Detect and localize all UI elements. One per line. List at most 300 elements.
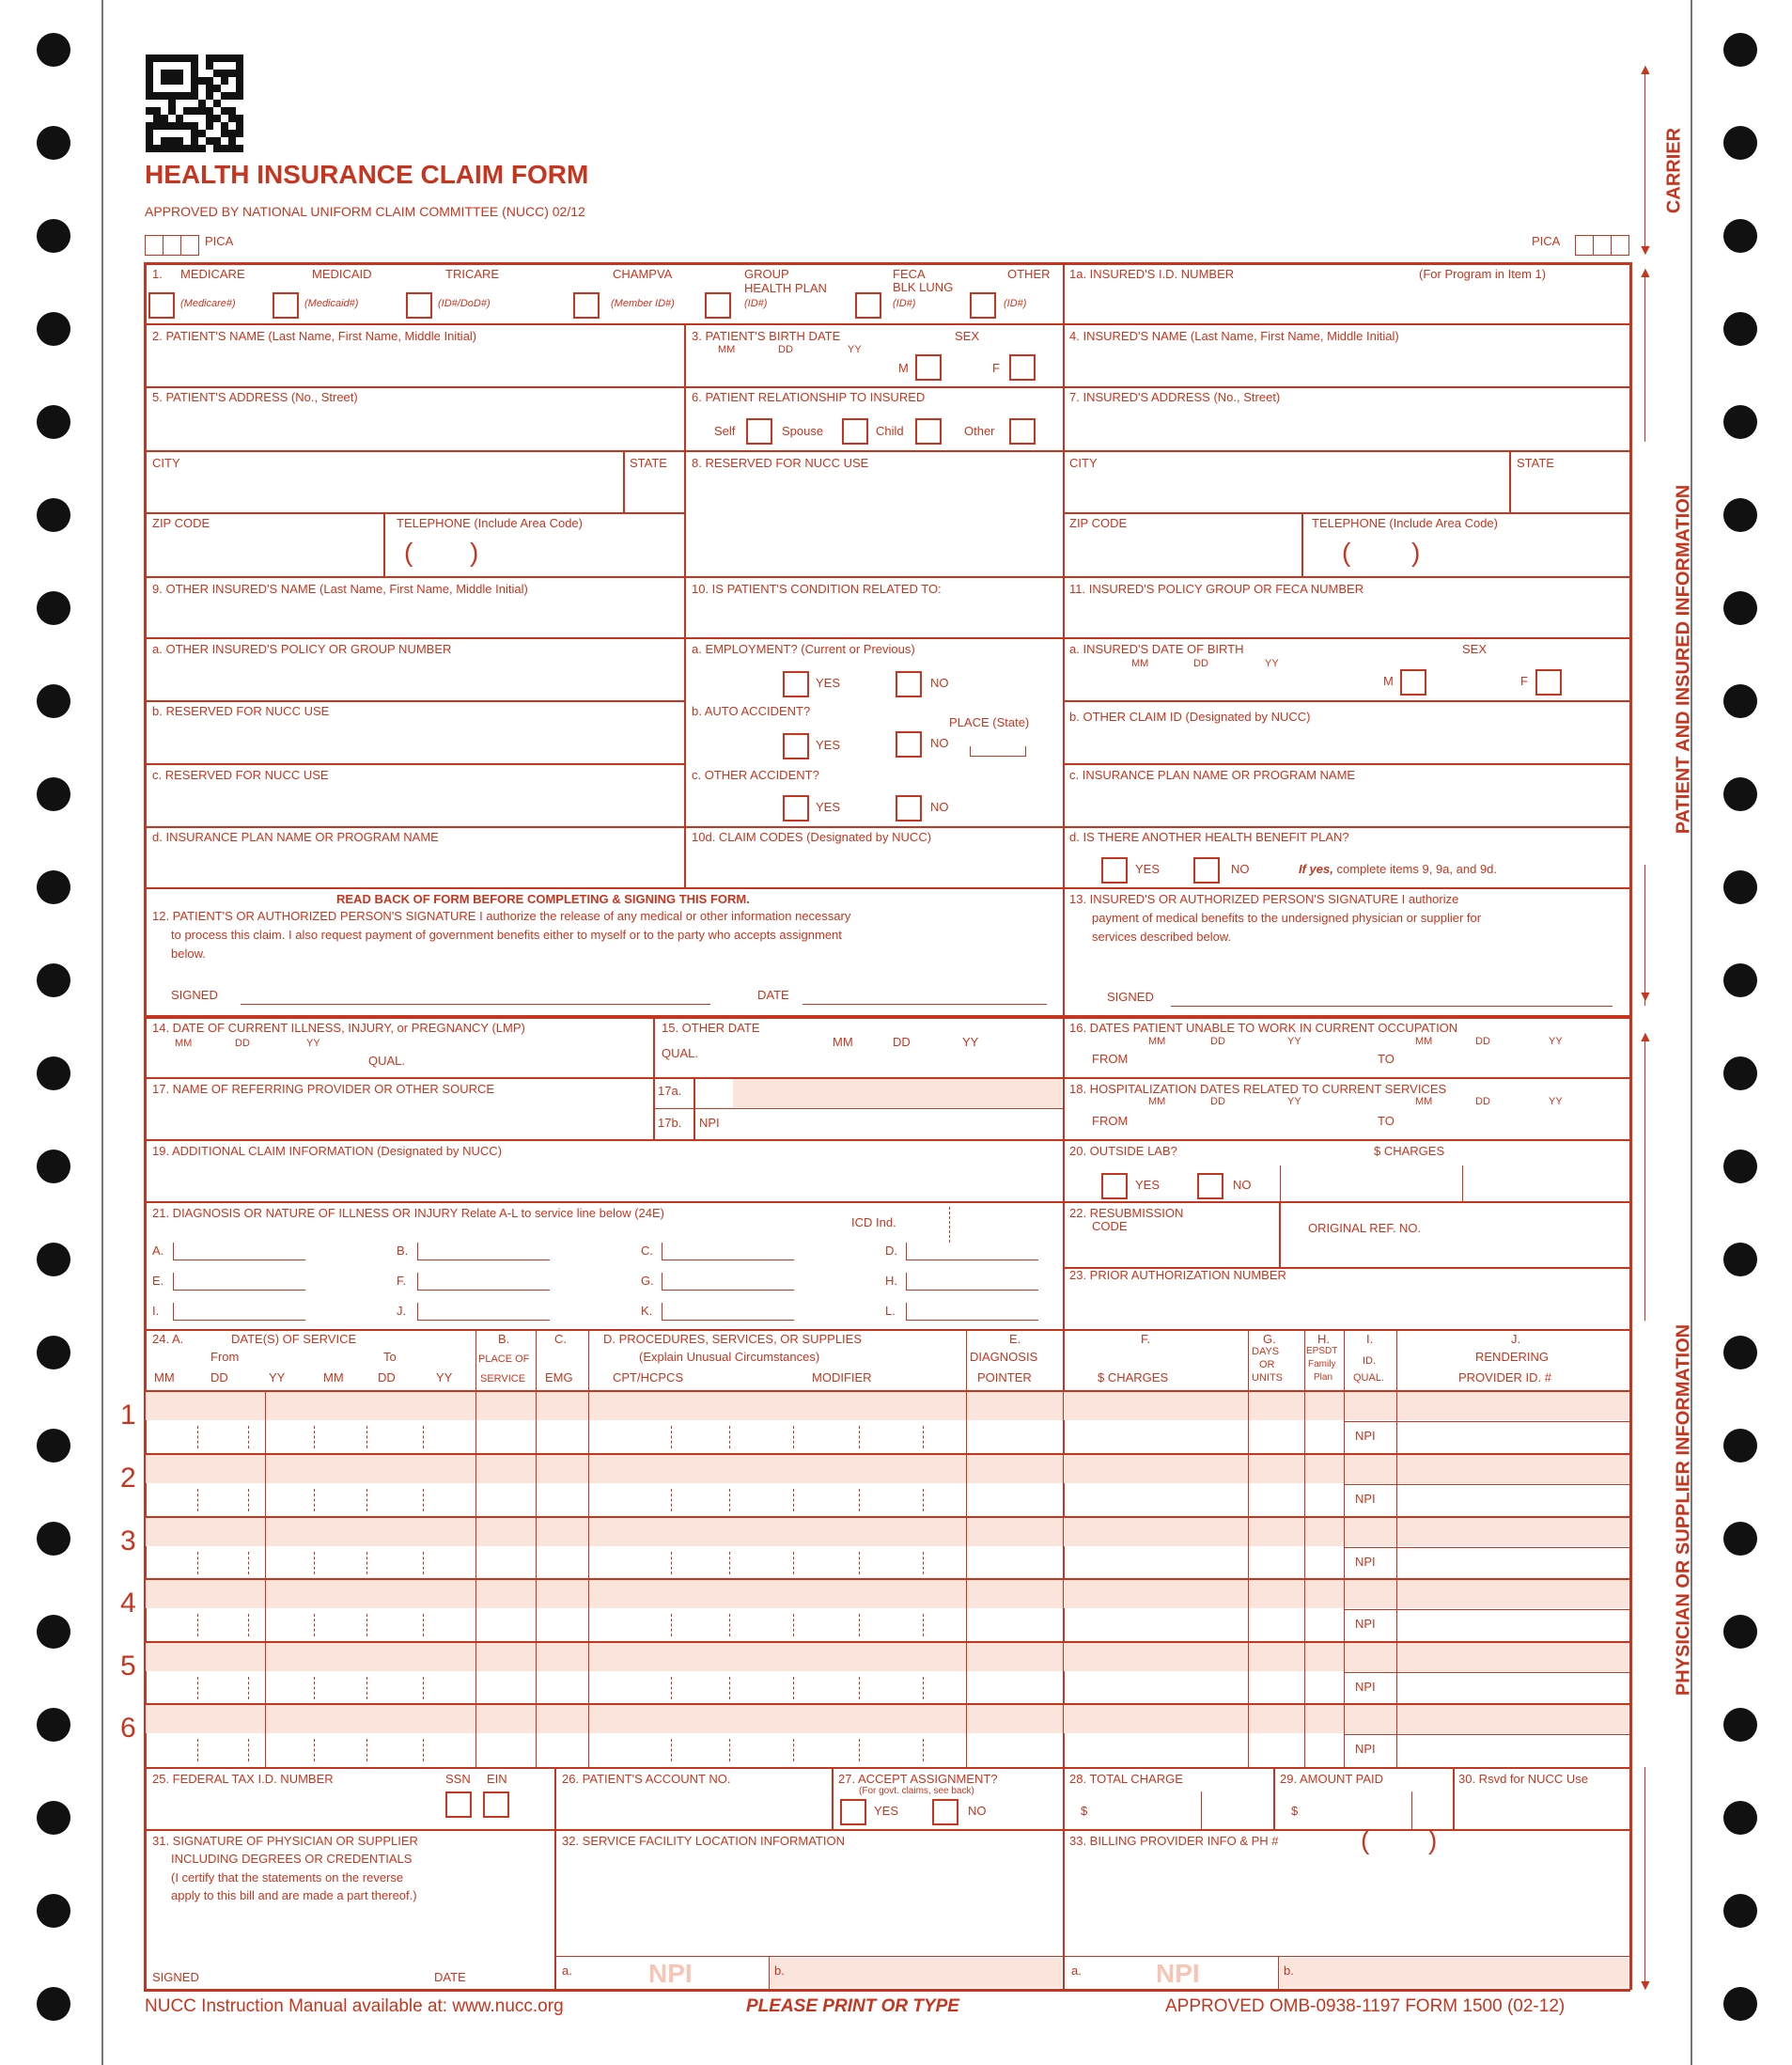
service-line-column [966,1453,967,1516]
service-line-number: 5 [120,1650,136,1682]
svc-diagnosis-label: DIAGNOSIS [970,1350,1038,1364]
pica-right-boxes [1575,235,1629,256]
cell-divider [1453,1767,1455,1829]
tricare-checkbox[interactable] [406,292,432,319]
other-policy-label: a. OTHER INSURED'S POLICY OR GROUP NUMBER [152,642,452,656]
total-charge-dollar: $ [1081,1804,1088,1818]
service-line-subdivider [923,1426,924,1448]
patient-sex-f-checkbox[interactable] [1009,354,1036,381]
qr-module [228,115,236,122]
svc-cpt-label: CPT/HCPCS [613,1370,684,1384]
service-line-column [265,1578,266,1641]
qr-module [236,115,243,122]
qr-module [146,130,153,137]
service-line-subdivider [248,1552,249,1574]
row-line [144,887,1630,889]
feed-hole [1723,1150,1757,1183]
qr-module [213,137,221,145]
qr-module [161,55,168,62]
ein-checkbox[interactable] [483,1791,509,1818]
diagnosis-field[interactable] [417,1243,550,1260]
svc-g-label: G. [1263,1332,1276,1346]
amount-paid-label: 29. AMOUNT PAID [1280,1772,1384,1786]
patient-sex-m-checkbox[interactable] [915,354,942,381]
diagnosis-field[interactable] [417,1303,550,1321]
ph-paren-open: ( [1361,1825,1370,1854]
service-facility-label: 32. SERVICE FACILITY LOCATION INFORMATION [562,1834,845,1848]
feed-hole [37,405,70,439]
qr-module [153,115,161,122]
qr-module [191,92,198,100]
service-line-subdivider [793,1489,794,1511]
qr-module [221,137,228,145]
feed-hole [37,312,70,346]
arrow-up-icon: ▲ [1638,1029,1653,1045]
service-line-subdivider [197,1552,198,1574]
diagnosis-field[interactable] [662,1243,794,1260]
service-line-subdivider [729,1552,730,1574]
insured-name-label: 4. INSURED'S NAME (Last Name, First Name, Middle Initial) [1069,329,1399,343]
service-line-subdivider [366,1426,367,1448]
qr-module [161,62,168,70]
qr-module [168,145,176,152]
qr-module [198,92,206,100]
qr-module [236,145,243,152]
qr-module [153,122,161,130]
unable-work-label: 16. DATES PATIENT UNABLE TO WORK IN CURRENT OCCUPATION [1069,1021,1458,1035]
service-line-shaded-area [146,1455,1628,1483]
service-line-number: 4 [120,1588,136,1619]
insured-sex-f-label: F [1520,674,1528,688]
ssn-label: SSN [445,1772,471,1786]
svc-id-label: ID. [1363,1355,1377,1367]
birth-mm: MM [718,344,736,355]
service-line-shaded-area [146,1518,1628,1546]
service-line-subdivider [793,1552,794,1574]
assignment-yes-label: YES [874,1804,899,1818]
another-plan-note-text: complete items 9, 9a, and 9d. [1332,862,1498,876]
insured-sex-m-label: M [1383,674,1394,688]
qr-module [176,62,183,70]
another-plan-note [1299,863,1497,877]
f16-to-label: TO [1378,1052,1395,1066]
qr-module [206,130,213,137]
qr-module [191,137,198,145]
resubmission-label: 22. RESUBMISSION [1069,1206,1184,1220]
service-line-column [536,1578,537,1641]
qr-module [191,77,198,85]
service-line-column [1304,1453,1305,1516]
qr-module [213,85,221,92]
employment-no-checkbox[interactable] [896,671,922,697]
qr-module [236,137,243,145]
employment-yes-checkbox[interactable] [783,671,809,697]
row-line [144,700,685,702]
feed-hole [1723,312,1757,346]
sig12-date-label: DATE [757,988,789,1002]
service-line-column [1063,1390,1064,1453]
service-line-subdivider [859,1739,860,1761]
rel-child-checkbox[interactable] [915,418,942,445]
group-id-hint: (ID#) [744,298,768,309]
program-tricare: TRICARE [445,267,500,281]
service-line-column [966,1516,967,1579]
feed-hole [37,1243,70,1276]
npi-divider [1344,1672,1630,1673]
assignment-yes-checkbox[interactable] [840,1799,866,1825]
qr-module [206,70,213,77]
qr-module [183,100,191,107]
service-line-shaded-area [146,1580,1628,1608]
outside-lab-yes-checkbox[interactable] [1101,1173,1128,1199]
shaded-cell [771,1958,1062,1988]
rel-other-checkbox[interactable] [1009,418,1036,445]
medicare-id-hint: (Medicare#) [180,298,236,309]
service-line-subdivider [729,1739,730,1761]
qr-module [213,77,221,85]
sig31-line4: apply to this bill and are made a part thereof.) [171,1888,417,1902]
feca-id-hint: (ID#) [893,298,916,309]
feca-checkbox[interactable] [855,292,881,319]
service-line-column [536,1453,537,1516]
accept-assignment-note: (For govt. claims, see back) [859,1786,974,1796]
feed-hole [37,870,70,904]
svc-24a-label: 24. A. [152,1332,184,1346]
total-charge-label: 28. TOTAL CHARGE [1069,1772,1183,1786]
sig13-line2: payment of medical benefits to the undersigned physician or supplier for [1092,911,1482,925]
qr-module [191,62,198,70]
feed-hole [1723,1429,1757,1463]
qr-module [176,130,183,137]
qr-module [213,115,221,122]
f16-from-mm: MM [1148,1036,1166,1047]
row-line [144,1767,1630,1769]
physician-arrow-line-bottom [1644,1767,1645,1988]
qr-module [183,62,191,70]
service-line-subdivider [923,1489,924,1511]
service-line-column [1248,1390,1249,1453]
service-line-subdivider [923,1614,924,1636]
outside-lab-no-checkbox[interactable] [1197,1173,1223,1199]
cell-divider [1411,1791,1412,1829]
service-line-column [588,1641,589,1704]
service-line-column [1248,1453,1249,1516]
service-line-column [1396,1703,1397,1767]
footer-omb-approval: APPROVED OMB-0938-1197 FORM 1500 (02-12) [1165,1996,1566,2016]
form-title: HEALTH INSURANCE CLAIM FORM [145,160,589,189]
qr-module [213,100,221,107]
row-line [144,1829,1630,1831]
footer-nucc-manual: NUCC Instruction Manual available at: www.nucc.org [145,1996,564,2016]
qr-module [183,55,191,62]
feed-hole [1723,591,1757,625]
feed-hole [37,684,70,718]
diagnosis-field[interactable] [662,1273,794,1291]
qr-module [236,85,243,92]
service-line-subdivider [671,1426,672,1448]
footer-print-type: PLEASE PRINT OR TYPE [746,1996,959,2016]
qr-module [153,137,161,145]
svc-days-label: DAYS [1252,1346,1280,1357]
patient-account-label: 26. PATIENT'S ACCOUNT NO. [562,1772,731,1786]
prior-auth-label: 23. PRIOR AUTHORIZATION NUMBER [1069,1268,1286,1282]
service-line-column [588,1453,589,1516]
npi-divider [1344,1609,1630,1610]
svc-to-yy: YY [436,1370,453,1384]
feed-hole [1723,1522,1757,1556]
employment-label: a. EMPLOYMENT? (Current or Previous) [692,642,915,656]
qr-module [161,77,168,85]
pica-left-label: PICA [205,234,234,248]
qr-module [191,130,198,137]
svc-emg-label: EMG [545,1370,573,1384]
diagnosis-field[interactable] [173,1243,305,1260]
svc-d-label: D. PROCEDURES, SERVICES, OR SUPPLIES [603,1332,862,1346]
qr-module [183,130,191,137]
service-line-subdivider [671,1489,672,1511]
qr-module [206,92,213,100]
place-state-field[interactable] [970,746,1026,757]
cell-divider [1396,1329,1397,1390]
qr-module [228,137,236,145]
qr-module [176,100,183,107]
insured-dob-label: a. INSURED'S DATE OF BIRTH [1069,642,1244,656]
npi-divider [1344,1547,1630,1548]
service-line-column [1248,1578,1249,1641]
qr-module [221,107,228,115]
service-line-subdivider [923,1677,924,1699]
service-line-subdivider [248,1677,249,1699]
qr-module [153,92,161,100]
qr-module [206,77,213,85]
service-line-column [1248,1703,1249,1767]
feed-hole [1723,405,1757,439]
service-line-subdivider [197,1739,198,1761]
diagnosis-field[interactable] [906,1273,1038,1291]
diagnosis-letter: J. [397,1304,407,1318]
qr-module [153,70,161,77]
auto-no-checkbox[interactable] [896,731,922,758]
auto-yes-checkbox[interactable] [783,733,809,759]
another-plan-note-bold: If yes, [1299,862,1333,876]
accept-assignment-label: 27. ACCEPT ASSIGNMENT? [838,1772,998,1786]
qr-module [168,137,176,145]
qr-module [198,85,206,92]
qr-module [146,137,153,145]
another-plan-yes-label: YES [1135,862,1161,876]
other-accident-no-checkbox[interactable] [896,795,922,821]
rel-self-checkbox[interactable] [746,418,772,445]
insured-sex-label: SEX [1462,642,1488,656]
sig12-line1: 12. PATIENT'S OR AUTHORIZED PERSON'S SIGNATURE I authorize the release of any medical or other information necessary [152,909,851,923]
sig12-line3: below. [171,946,206,961]
sig12-signed-line[interactable] [241,1004,710,1005]
champva-checkbox[interactable] [573,292,600,319]
service-line-column [1063,1641,1064,1704]
referring-provider-label: 17. NAME OF REFERRING PROVIDER OR OTHER SOURCE [152,1082,495,1096]
qr-module [213,55,221,62]
service-line-subdivider [314,1614,315,1636]
svc-service-label: SERVICE [480,1373,526,1384]
feed-hole [1723,1894,1757,1928]
qr-module [221,130,228,137]
row-line [144,323,1630,325]
service-line-npi-label: NPI [1355,1617,1376,1631]
group-checkbox[interactable] [705,292,731,319]
patient-address-label: 5. PATIENT'S ADDRESS (No., Street) [152,390,358,404]
diagnosis-field[interactable] [906,1243,1038,1260]
service-line-subdivider [366,1739,367,1761]
service-line-column [1063,1453,1064,1516]
service-line-subdivider [314,1489,315,1511]
assignment-no-checkbox[interactable] [932,1799,958,1825]
diagnosis-letter: C. [641,1244,653,1258]
cell-divider [536,1329,537,1390]
medicaid-checkbox[interactable] [273,292,299,319]
feed-hole [37,498,70,532]
patient-arrow-line-bottom [1644,865,1645,1006]
other-accident-yes-checkbox[interactable] [783,795,809,821]
insured-address-label: 7. INSURED'S ADDRESS (No., Street) [1069,390,1281,404]
service-line-column [265,1516,266,1579]
f17a-shaded [733,1079,1062,1107]
sex-label: SEX [955,329,980,343]
another-plan-yes-checkbox[interactable] [1101,857,1128,884]
qr-module [221,100,228,107]
qr-module [221,115,228,122]
cell-divider [832,1767,834,1829]
service-line-column [265,1453,266,1516]
f17b-npi-label: NPI [699,1116,720,1130]
feed-hole [37,1708,70,1742]
qr-module [213,145,221,152]
insurance-plan-11c-label: c. INSURANCE PLAN NAME OR PROGRAM NAME [1069,768,1356,782]
svc-c-label: C. [554,1332,567,1346]
qr-module [191,107,198,115]
insured-sex-m-checkbox[interactable] [1400,669,1426,696]
cell-divider [1273,1767,1275,1829]
another-plan-no-checkbox[interactable] [1193,857,1220,884]
svc-to-mm: MM [323,1370,344,1384]
diagnosis-field[interactable] [173,1273,305,1291]
diagnosis-field[interactable] [662,1303,794,1321]
qr-module [153,55,161,62]
cell-divider [1279,1201,1281,1267]
qr-module [221,92,228,100]
svc-plan-label: Plan [1314,1372,1333,1383]
npi-divider [1344,1734,1630,1735]
qr-module [213,92,221,100]
service-line-column [265,1641,266,1704]
diagnosis-letter: L. [885,1304,896,1318]
insured-sex-f-checkbox[interactable] [1535,669,1562,696]
qr-module [176,70,183,77]
f15-mm: MM [833,1035,853,1049]
diagnosis-field[interactable] [173,1303,305,1321]
service-line-column [1304,1641,1305,1704]
qr-module [191,70,198,77]
svc-dates-label: DATE(S) OF SERVICE [231,1332,357,1346]
additional-claim-info-label: 19. ADDITIONAL CLAIM INFORMATION (Designated by NUCC) [152,1144,503,1158]
medicaid-id-hint: (Medicaid#) [304,298,359,309]
svc-from-label: From [210,1350,240,1364]
sig13-signed-line[interactable] [1171,1006,1613,1007]
service-line-column [1396,1453,1397,1516]
sig12-date-line[interactable] [803,1004,1047,1005]
svc-or-label: OR [1259,1359,1275,1370]
diagnosis-field[interactable] [417,1273,550,1291]
qr-module [183,115,191,122]
service-line-column [966,1641,967,1704]
svc-epsdt-label: EPSDT [1306,1346,1338,1356]
feed-hole [1723,777,1757,811]
qr-module [236,92,243,100]
f18-from-mm: MM [1148,1096,1166,1107]
qr-module [183,145,191,152]
row-line [144,763,685,765]
qr-module [168,55,176,62]
birth-date-label: 3. PATIENT'S BIRTH DATE [692,329,841,343]
qr-module [168,77,176,85]
program-medicare: MEDICARE [180,267,245,281]
feed-hole [37,1429,70,1463]
qr-module [168,130,176,137]
medicare-checkbox[interactable] [148,292,175,319]
claim-codes-label: 10d. CLAIM CODES (Designated by NUCC) [692,830,932,844]
reserved-nucc-8-label: 8. RESERVED FOR NUCC USE [692,456,869,470]
service-line-subdivider [423,1426,424,1448]
service-line-column [1396,1516,1397,1579]
service-line-subdivider [197,1614,198,1636]
qr-module [168,62,176,70]
icd-ind-field[interactable] [949,1207,950,1243]
qr-module [176,137,183,145]
cell-divider [1248,1329,1249,1390]
program-other: OTHER [1007,267,1051,281]
service-line-subdivider [423,1677,424,1699]
patient-tel-label: TELEPHONE (Include Area Code) [397,516,583,530]
qr-module [228,122,236,130]
other-claim-id-label: b. OTHER CLAIM ID (Designated by NUCC) [1069,710,1311,724]
qr-module [183,92,191,100]
row-line [144,1329,1630,1331]
qr-module [198,115,206,122]
qr-module [213,107,221,115]
service-line-subdivider [248,1426,249,1448]
feed-hole [37,1336,70,1369]
qr-module [198,137,206,145]
diagnosis-field[interactable] [906,1303,1038,1321]
ssn-checkbox[interactable] [445,1791,472,1818]
row-line [144,1139,1630,1141]
resubmission-code-label: CODE [1092,1219,1128,1233]
arrow-down-icon: ▼ [1638,989,1653,1005]
qr-module [168,100,176,107]
other-checkbox[interactable] [970,292,996,319]
qr-module [228,130,236,137]
qr-module [183,77,191,85]
svc-rendering-label: RENDERING [1475,1350,1550,1364]
place-state-label: PLACE (State) [949,715,1030,729]
ph-paren-close: ) [1428,1825,1438,1854]
service-line-column [475,1703,476,1767]
service-line-npi-label: NPI [1355,1680,1376,1694]
diagnosis-letter: I. [152,1304,160,1318]
rel-spouse-checkbox[interactable] [842,418,868,445]
insured-zip-label: ZIP CODE [1069,516,1128,530]
qr-module [146,77,153,85]
sig31-line1: 31. SIGNATURE OF PHYSICIAN OR SUPPLIER [152,1834,418,1848]
